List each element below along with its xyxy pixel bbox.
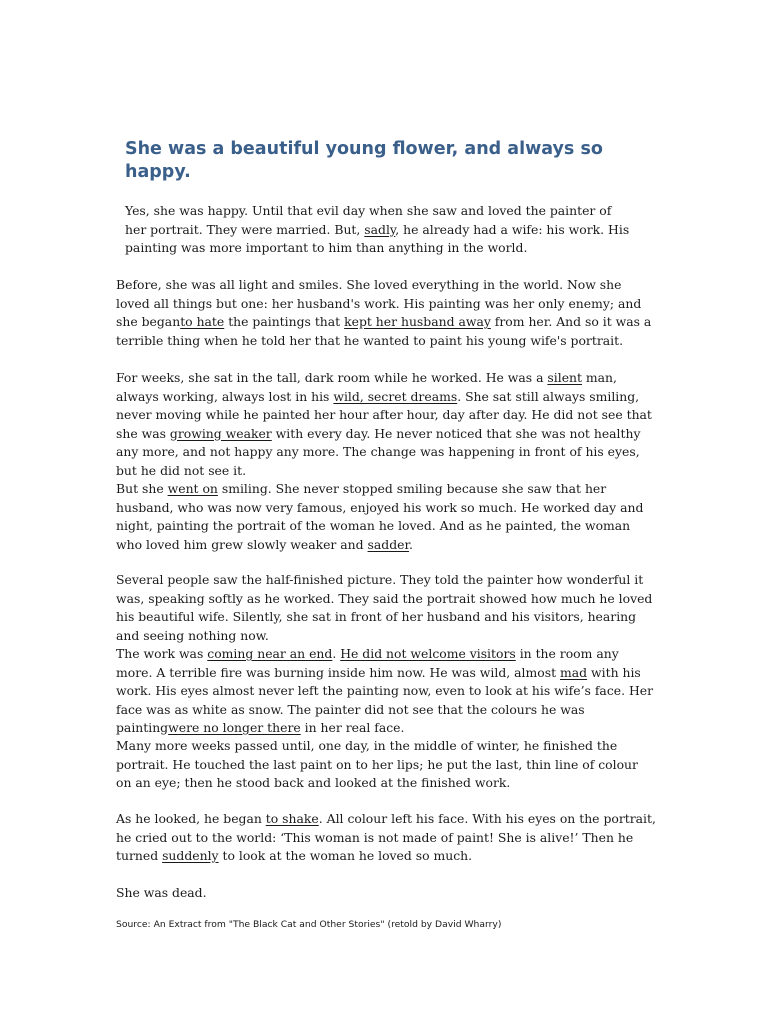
underlined-phrase: kept her husband away [344, 314, 491, 329]
text-run: As he looked, he began [116, 811, 266, 826]
text-run: from her. And so it was a terrible thing when he told her that he wanted to paint his young wife's portrait. [116, 314, 652, 348]
paragraph [116, 810, 656, 866]
underlined-phrase: suddenly [162, 848, 219, 863]
paragraph [116, 884, 656, 903]
underlined-phrase: sadder [367, 536, 410, 552]
text-run: to look at the woman he loved so much. [218, 848, 473, 863]
page-title: She was a beautiful young flower, and always so happy. [125, 139, 603, 182]
text-run: Many more weeks passed until, one day, in the middle of winter, he finished the portrait. He touched the last paint on to her lips; he put the last, thin line of colour on an eye; then he stood back and looked at the finished work. [116, 738, 638, 790]
text-run: with every day. He never noticed that she was not healthy any more, and not happy any more. The change was happening in front of his eyes, but he did not see it. [116, 425, 641, 478]
text-run: But she [116, 481, 168, 496]
text-run: . [332, 646, 341, 661]
text-run: For weeks, she sat in the tall, dark room while he worked. He was a [116, 370, 548, 385]
paragraph [116, 480, 656, 554]
underlined-phrase: sadly [364, 221, 396, 237]
text-run: smiling. She never stopped smiling because she saw that her husband, who was now very famous, enjoyed his work so much. He worked day and night, painting the portrait of the woman he loved. And as he painted, the woman who loved him grew slowly weaker and [116, 481, 644, 552]
text-run: the paintings that [224, 314, 345, 329]
underlined-phrase: growing weaker [169, 425, 272, 441]
underlined-phrase: silent [547, 370, 582, 385]
text-run: The work was [116, 646, 208, 661]
text-run: . All colour left his face. With his eyes on the portrait, he cried out to the world: ‘This woman is not made of paint! She is alive!’ Then he turned [116, 811, 656, 863]
underlined-phrase: went on [167, 481, 218, 496]
paragraph [116, 276, 656, 350]
underlined-phrase: to hate [180, 314, 225, 329]
underlined-phrase: He did not welcome visitors [340, 646, 516, 661]
source-citation: Source: An Extract from "The Black Cat and Other Stories" (retold by David Wharry) [116, 919, 502, 930]
paragraph [116, 369, 656, 480]
text-run: man, always working, always lost in his [116, 370, 617, 404]
underlined-phrase: coming near an end [207, 646, 333, 661]
text-run: with his work. His eyes almost never left the painting now, even to look at his wife’s face. Her face was as white as snow. The painter did not see that the colours he was painting [116, 664, 654, 735]
text-run: in the room any more. A terrible fire was burning inside him now. He was wild, almost [116, 646, 619, 680]
text-run: . [409, 536, 413, 552]
paragraph [125, 202, 635, 258]
paragraph [116, 645, 656, 738]
text-run: . She sat still always smiling, never moving while he painted her hour after hour, day after day. He did not see that she was [116, 388, 652, 441]
text-run: , he already had a wife: his work. His painting was more important to him than anything in the world. [125, 221, 630, 255]
underlined-phrase: wild, secret dreams [333, 388, 458, 404]
text-run: Yes, she was happy. Until that evil day when she saw and loved the painter of her portrait. They were married. But, [125, 203, 612, 237]
text-run: Before, she was all light and smiles. She loved everything in the world. Now she loved all things but one: her husband's work. His painting was her only enemy; and she began [116, 277, 642, 329]
underlined-phrase: were no longer there [168, 720, 301, 735]
text-run: Several people saw the half-finished picture. They told the painter how wonderful it was, speaking softly as he worked. They said the portrait showed how much he loved his beautiful wife. Silently, she sat in front of her husband and his visitors, hearing and seeing nothing now. [116, 572, 653, 643]
text-run: She was dead. [116, 885, 207, 900]
text-run: in her real face. [300, 720, 405, 735]
underlined-phrase: to shake [265, 811, 319, 826]
underlined-phrase: mad [560, 664, 588, 680]
paragraph [116, 571, 656, 645]
paragraph [116, 737, 656, 793]
